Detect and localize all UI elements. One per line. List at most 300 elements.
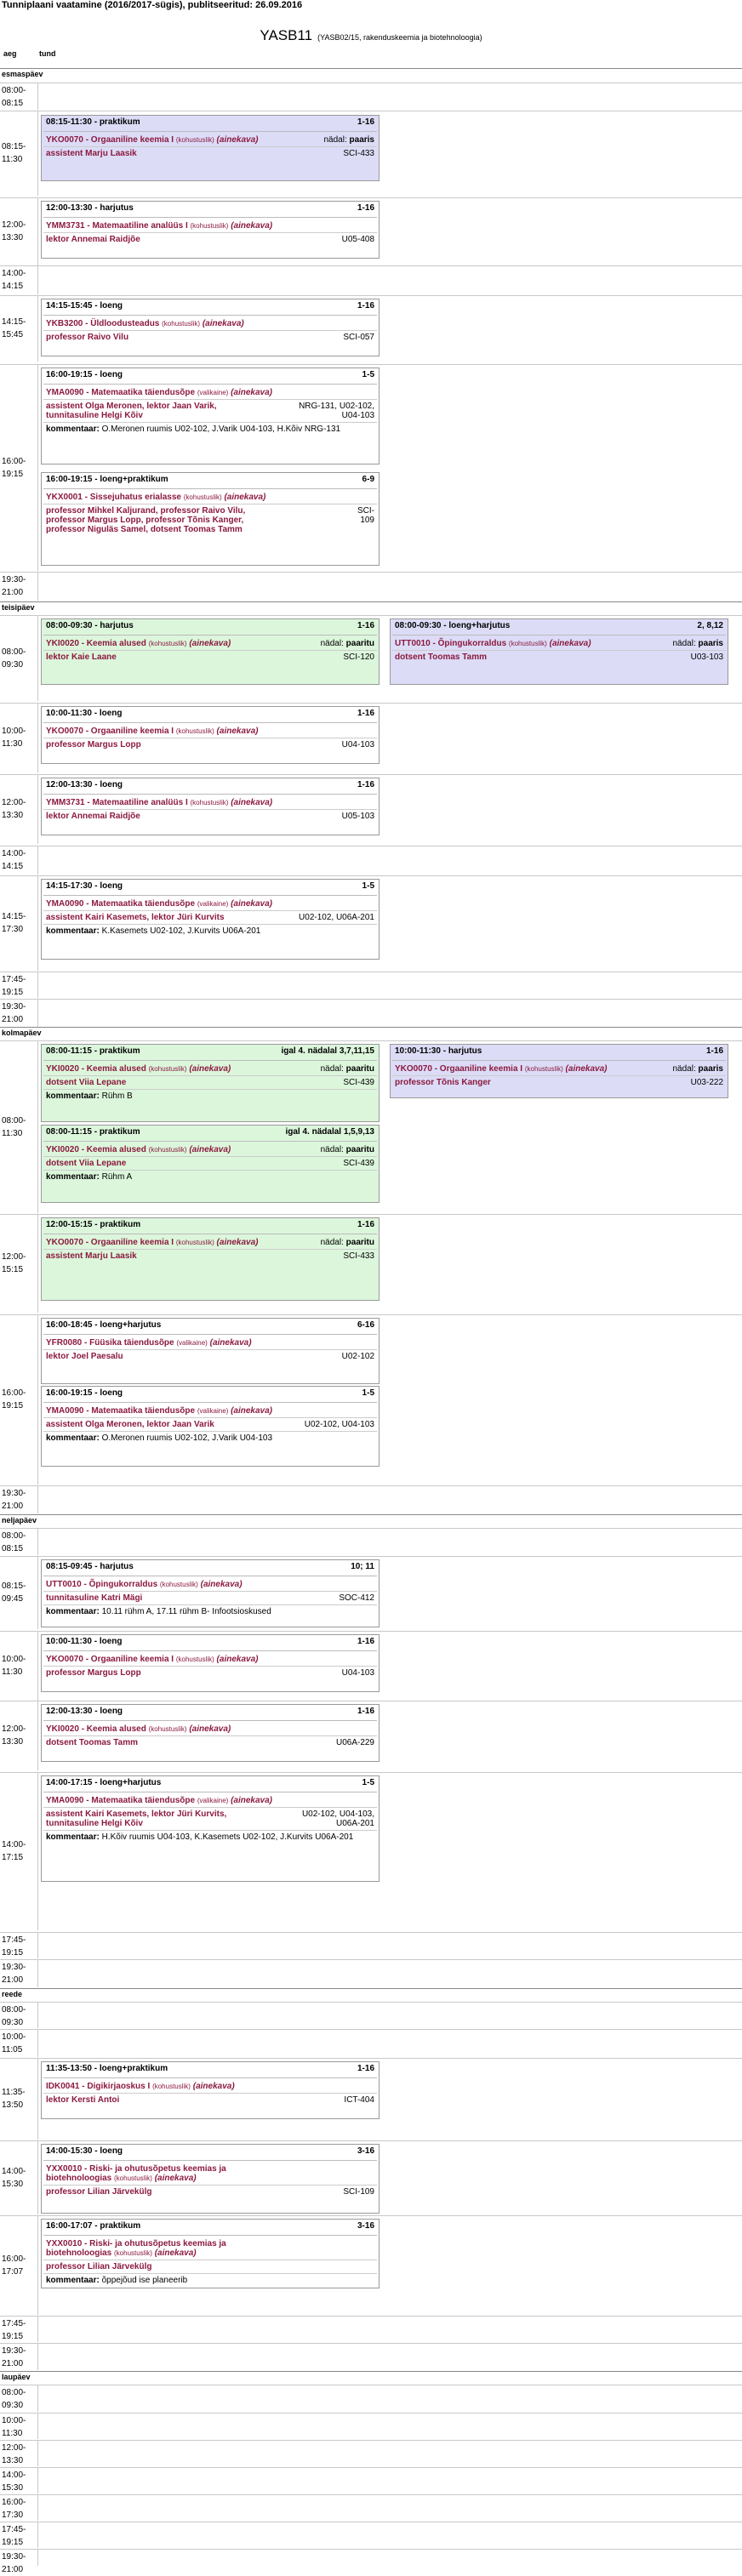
course-requirement: (kohustuslik) — [183, 493, 222, 501]
lecturer-row — [42, 149, 379, 158]
column-line — [37, 295, 38, 362]
lecturer-link[interactable]: assistent Kairi Kasemets, lektor Jüri Kurvits, — [46, 1809, 227, 1819]
event-card[interactable] — [41, 2144, 380, 2214]
course-left — [46, 798, 272, 807]
week-parity-value: paaritu — [345, 639, 374, 648]
syllabus-link[interactable]: (ainekava) — [216, 727, 259, 736]
comment-row — [42, 1433, 379, 1443]
time-slot: 08:00-09:30 — [2, 2388, 26, 2410]
lecturer-link[interactable]: assistent Marju Laasik — [46, 1251, 137, 1261]
time-slot: 08:00-11:30 — [2, 1115, 26, 1138]
column-line — [37, 2029, 38, 2057]
syllabus-link[interactable]: (ainekava) — [202, 319, 244, 328]
event-time-type: 08:00-11:15 - praktikum — [46, 1046, 140, 1056]
comment-row — [42, 1172, 379, 1182]
comment-row — [42, 425, 379, 434]
course-left — [395, 1064, 607, 1074]
week-parity-value: paaris — [698, 639, 723, 648]
course-name-row — [42, 899, 379, 909]
column-line — [37, 364, 38, 571]
syllabus-link[interactable]: (ainekava) — [224, 493, 266, 502]
room-label: U05-103 — [341, 812, 374, 821]
lecturer-link[interactable]: dotsent Viia Lepane — [46, 1078, 127, 1087]
event-divider — [43, 1735, 377, 1736]
column-line — [37, 1214, 38, 1313]
time-slot: 19:30-21:00 — [2, 2552, 26, 2574]
time-slot: 12:00-13:30 — [2, 2443, 26, 2465]
event-card[interactable] — [41, 1125, 380, 1203]
course-requirement: (kohustuslik) — [148, 1065, 187, 1073]
lecturer-row — [42, 411, 379, 420]
comment-label: kommentaar: — [46, 1607, 100, 1616]
course-link[interactable]: YKX0001 - Sissejuhatus erialasse — [46, 493, 181, 502]
event-card[interactable] — [41, 1559, 380, 1627]
syllabus-link[interactable]: (ainekava) — [200, 1580, 243, 1589]
course-link[interactable]: YXX0010 - Riski- ja ohutusõpetus keemias ja — [46, 2239, 226, 2248]
row-line — [0, 2440, 742, 2441]
room-label: U02-102, U04-103 — [304, 1420, 374, 1429]
lecturer-link[interactable]: professor Margus Lopp — [46, 740, 141, 749]
event-card[interactable] — [41, 2219, 380, 2288]
event-header — [391, 619, 728, 635]
event-weeks: 1-16 — [357, 301, 374, 311]
lecturer-link[interactable]: professor Lilian Järvekülg — [46, 2262, 152, 2271]
lecturer-link[interactable]: lektor Joel Paesalu — [46, 1352, 123, 1361]
lecturer-row — [42, 506, 379, 516]
syllabus-link[interactable]: (ainekava) — [231, 1406, 273, 1416]
event-weeks: igal 4. nädalal 3,7,11,15 — [281, 1046, 374, 1056]
row-line — [0, 1556, 742, 1557]
time-slot: 10:00-11:30 — [2, 1655, 26, 1677]
time-slot: 11:35-13:50 — [2, 2088, 26, 2110]
course-left — [46, 2174, 197, 2183]
course-name-row — [42, 798, 379, 807]
event-card[interactable] — [41, 1318, 380, 1384]
comment-text: 10.11 rühm A, 17.11 rühm B- Infootsioskused — [101, 1607, 271, 1616]
course-name-row — [42, 639, 379, 648]
lecturer-link[interactable]: professor Niguläs Samel, dotsent Toomas Tamm — [46, 525, 243, 534]
syllabus-link[interactable]: (ainekava) — [231, 221, 273, 231]
course-link[interactable]: YMM3731 - Matemaatiline analüüs I — [46, 221, 188, 231]
course-left — [46, 319, 244, 328]
day-name: laupäev — [2, 2373, 31, 2381]
course-link[interactable]: UTT0010 - Õpingukorraldus — [46, 1580, 158, 1589]
syllabus-link[interactable]: (ainekava) — [231, 798, 273, 807]
week-parity-value: paaritu — [345, 1145, 374, 1154]
course-left — [46, 2082, 235, 2091]
course-left — [46, 493, 265, 502]
course-link[interactable]: YMA0090 - Matemaatika täiendusõpe — [46, 1796, 196, 1805]
room-label: U03-103 — [690, 653, 723, 662]
event-divider — [43, 146, 377, 147]
lecturer-link[interactable]: lektor Kersti Antoi — [46, 2095, 120, 2105]
course-link[interactable]: IDK0041 - Digikirjaoskus I — [46, 2082, 151, 2091]
lecturer-link[interactable]: assistent Olga Meronen, lektor Jaan Varik — [46, 1420, 214, 1429]
lecturer-row — [42, 402, 379, 411]
column-line — [37, 703, 38, 772]
event-card[interactable] — [41, 618, 380, 685]
event-header — [42, 619, 379, 635]
course-link[interactable]: UTT0010 - Õpingukorraldus — [395, 639, 507, 648]
event-header — [42, 1387, 379, 1402]
event-header — [42, 2062, 379, 2077]
event-card[interactable] — [41, 1704, 380, 1762]
column-line — [37, 1040, 38, 1213]
lecturer-link[interactable]: assistent Kairi Kasemets, lektor Jüri Kurvits — [46, 913, 225, 922]
event-card[interactable] — [41, 472, 380, 566]
day-name: kolmapäev — [2, 1029, 42, 1037]
time-slot: 17:45-19:15 — [2, 975, 26, 997]
event-divider — [43, 1604, 377, 1605]
syllabus-link[interactable]: (ainekava) — [216, 135, 259, 145]
lecturer-link[interactable]: assistent Olga Meronen, lektor Jaan Varik, — [46, 402, 217, 411]
column-line — [37, 2413, 38, 2439]
lecturer-link[interactable]: professor Tõnis Kanger — [395, 1078, 491, 1087]
time-slot: 19:30-21:00 — [2, 575, 26, 597]
time-slot: 14:00-15:30 — [2, 2166, 26, 2189]
event-card[interactable] — [41, 1634, 380, 1692]
comment-row — [42, 1607, 379, 1616]
comment-text: H.Kõiv ruumis U04-103, K.Kasemets U02-102, J.Kurvits U06A-201 — [101, 1832, 354, 1842]
row-line — [0, 572, 742, 573]
syllabus-link[interactable]: (ainekava) — [565, 1064, 608, 1074]
column-line — [37, 774, 38, 844]
lecturer-row — [42, 1593, 379, 1603]
course-left — [46, 1580, 243, 1589]
column-line — [37, 1314, 38, 1485]
room-label: U04-103 — [341, 740, 374, 749]
row-line — [0, 1631, 742, 1632]
lecturer-row — [391, 653, 728, 662]
event-weeks: 1-16 — [357, 709, 374, 718]
lecturer-row — [42, 333, 379, 342]
comment-row — [42, 926, 379, 936]
column-line — [37, 2522, 38, 2548]
lecturer-link[interactable]: tunnitasuline Helgi Kõiv — [46, 411, 143, 420]
column-line — [37, 111, 38, 196]
course-requirement: (kohustuslik) — [148, 640, 187, 647]
column-line — [37, 1932, 38, 1958]
event-time-type: 12:00-13:30 - harjutus — [46, 203, 134, 213]
course-requirement: (kohustuslik) — [508, 640, 547, 647]
time-slot: 14:15-15:45 — [2, 317, 26, 339]
time-slot: 08:00-09:30 — [2, 2005, 26, 2027]
row-line — [0, 2029, 742, 2030]
event-card[interactable] — [41, 1775, 380, 1882]
syllabus-link[interactable]: (ainekava) — [192, 2082, 235, 2091]
course-left — [46, 1655, 258, 1664]
group-code: YASB11 — [260, 27, 313, 43]
course-requirement: (kohustuslik) — [190, 222, 229, 230]
event-card[interactable] — [41, 115, 380, 181]
column-line — [37, 2343, 38, 2370]
course-link[interactable]: YMA0090 - Matemaatika täiendusõpe — [46, 388, 196, 397]
event-divider — [43, 1591, 377, 1592]
event-divider — [43, 809, 377, 810]
room-label: U04-103 — [341, 1668, 374, 1678]
course-name-row — [42, 1064, 379, 1074]
comment-row — [42, 1832, 379, 1842]
syllabus-link[interactable]: (ainekava) — [154, 2248, 197, 2258]
event-time-type: 08:00-09:30 - harjutus — [46, 621, 134, 630]
comment-label: kommentaar: — [46, 425, 100, 434]
event-card[interactable] — [41, 1044, 380, 1122]
row-line — [0, 2316, 742, 2317]
event-weeks: 1-5 — [362, 370, 374, 379]
syllabus-link[interactable]: (ainekava) — [231, 899, 273, 909]
event-weeks: 6-9 — [362, 475, 374, 484]
course-link[interactable]: YMM3731 - Matemaatiline analüüs I — [46, 798, 188, 807]
event-header — [42, 116, 379, 131]
lecturer-row — [42, 812, 379, 821]
room-label: NRG-131, U02-102, — [299, 402, 374, 411]
event-card[interactable] — [41, 299, 380, 356]
lecturer-row — [42, 1078, 379, 1087]
course-name-row — [42, 727, 379, 736]
event-time-type: 16:00-17:07 - praktikum — [46, 2221, 141, 2231]
event-time-type: 14:00-15:30 - loeng — [46, 2146, 123, 2156]
course-requirement: (kohustuslik) — [175, 1656, 214, 1663]
event-header — [42, 707, 379, 722]
event-header — [42, 1560, 379, 1576]
lecturer-row — [42, 525, 379, 534]
course-link[interactable]: YMA0090 - Matemaatika täiendusõpe — [46, 899, 196, 909]
event-divider — [43, 650, 377, 651]
column-line — [37, 197, 38, 265]
course-link[interactable]: YKO0070 - Orgaaniline keemia I — [46, 1238, 174, 1247]
row-line — [0, 2494, 742, 2495]
course-link[interactable]: YKB3200 - Üldloodusteadus — [46, 319, 160, 328]
lecturer-link[interactable]: dotsent Toomas Tamm — [46, 1738, 138, 1747]
row-line — [0, 2215, 742, 2216]
course-link[interactable]: YKO0070 - Orgaaniline keemia I — [46, 135, 174, 145]
lecturer-link[interactable]: dotsent Viia Lepane — [46, 1159, 127, 1168]
column-line — [37, 1556, 38, 1629]
course-link[interactable]: YFR0080 - Füüsika täiendusõpe — [46, 1338, 174, 1348]
course-left — [46, 1796, 272, 1805]
course-left — [46, 388, 272, 397]
row-line — [0, 1932, 742, 1933]
time-slot: 16:00-17:07 — [2, 2254, 26, 2277]
syllabus-link[interactable]: (ainekava) — [549, 639, 591, 648]
week-parity — [321, 1064, 374, 1074]
time-slot: 14:00-14:15 — [2, 849, 26, 871]
course-name-row — [391, 639, 728, 648]
event-card[interactable] — [390, 1044, 728, 1098]
comment-text: õppejõud ise planeerib — [101, 2276, 188, 2285]
event-card[interactable] — [41, 2061, 380, 2119]
event-card[interactable] — [41, 1217, 380, 1301]
row-line — [0, 265, 742, 266]
course-requirement: (kohustuslik) — [114, 2174, 152, 2182]
week-parity-value: paaritu — [345, 1238, 374, 1247]
lecturer-link[interactable]: dotsent Toomas Tamm — [395, 653, 487, 662]
room-label: SCI-057 — [343, 333, 374, 342]
course-name-row — [42, 1145, 379, 1154]
event-weeks: 2, 8,12 — [697, 621, 723, 630]
course-link[interactable]: YKI0020 - Keemia alused — [46, 639, 146, 648]
syllabus-link[interactable]: (ainekava) — [209, 1338, 252, 1348]
course-left — [46, 2248, 197, 2258]
course-requirement: (kohustuslik) — [114, 2249, 152, 2257]
event-header — [42, 368, 379, 384]
course-link[interactable]: YKO0070 - Orgaaniline keemia I — [46, 1655, 174, 1664]
column-line — [37, 1485, 38, 1513]
syllabus-link[interactable]: (ainekava) — [189, 1724, 231, 1734]
lecturer-row — [42, 2187, 379, 2197]
comment-text: O.Meronen ruumis U02-102, J.Varik U04-103 — [101, 1433, 273, 1443]
syllabus-link[interactable]: (ainekava) — [231, 1796, 273, 1805]
event-header — [42, 1126, 379, 1141]
event-card[interactable] — [41, 778, 380, 835]
lecturer-link[interactable]: lektor Annemai Raidjõe — [46, 812, 140, 821]
column-line — [37, 572, 38, 601]
lecturer-row — [391, 1078, 728, 1087]
course-requirement: (kohustuslik) — [524, 1065, 563, 1073]
course-left — [46, 1338, 252, 1348]
column-line — [37, 972, 38, 998]
course-name-row — [42, 319, 379, 328]
event-card[interactable] — [41, 1386, 380, 1467]
event-divider — [43, 2273, 377, 2274]
room-label: U06A-229 — [335, 1738, 374, 1747]
comment-label: kommentaar: — [46, 1433, 100, 1443]
course-requirement: (kohustuslik) — [152, 2083, 191, 2090]
event-card[interactable] — [390, 618, 728, 685]
course-name-row — [42, 1580, 379, 1589]
event-card[interactable] — [41, 706, 380, 764]
week-parity-label: nädal: — [672, 639, 696, 648]
day-name: teisipäev — [2, 603, 35, 612]
syllabus-link[interactable]: (ainekava) — [216, 1238, 259, 1247]
comment-text: Rühm B — [101, 1091, 133, 1101]
column-line — [37, 846, 38, 875]
week-parity-value: paaritu — [345, 1064, 374, 1074]
week-parity — [673, 639, 724, 648]
course-requirement: (valikaine) — [197, 389, 229, 396]
course-name-row — [42, 2082, 379, 2091]
lecturer-link[interactable]: lektor Annemai Raidjõe — [46, 235, 140, 244]
event-weeks: 1-16 — [357, 1707, 374, 1716]
course-name-row — [391, 1064, 728, 1074]
course-name-row — [42, 1338, 379, 1348]
time-slot: 19:30-21:00 — [2, 1963, 26, 1985]
column-line — [37, 2316, 38, 2342]
group-description: (YASB02/15, rakenduskeemia ja biotehnoloogia) — [317, 33, 482, 42]
week-parity — [321, 1145, 374, 1154]
event-time-type: 12:00-13:30 - loeng — [46, 1707, 123, 1716]
event-weeks: 1-5 — [362, 1778, 374, 1787]
lecturer-row — [42, 2262, 379, 2271]
syllabus-link[interactable]: (ainekava) — [154, 2174, 197, 2183]
time-slot: 12:00-13:30 — [2, 1724, 26, 1747]
course-left — [46, 1406, 272, 1416]
day-separator — [0, 601, 742, 602]
course-link[interactable]: YKI0020 - Keemia alused — [46, 1724, 146, 1734]
time-slot: 16:00-19:15 — [2, 1388, 26, 1411]
course-link[interactable]: biotehnoloogias — [46, 2248, 112, 2258]
syllabus-link[interactable]: (ainekava) — [216, 1655, 259, 1664]
course-link[interactable]: YMA0090 - Matemaatika täiendusõpe — [46, 1406, 196, 1416]
time-slot: 16:00-17:30 — [2, 2498, 26, 2520]
lecturer-row — [42, 740, 379, 749]
syllabus-link[interactable]: (ainekava) — [189, 1145, 231, 1154]
column-line — [37, 1772, 38, 1930]
lecturer-link[interactable]: lektor Kaie Laane — [46, 653, 117, 662]
course-link[interactable]: YXX0010 - Riski- ja ohutusõpetus keemias ja — [46, 2164, 226, 2174]
time-slot: 10:00-11:05 — [2, 2032, 26, 2055]
event-weeks: 1-16 — [357, 780, 374, 789]
row-line — [0, 2549, 742, 2550]
row-line — [0, 999, 742, 1000]
column-line — [37, 2494, 38, 2521]
lecturer-link[interactable]: assistent Marju Laasik — [46, 149, 137, 158]
room-label: SCI-109 — [343, 2187, 374, 2197]
syllabus-link[interactable]: (ainekava) — [231, 388, 273, 397]
course-link[interactable]: YKO0070 - Orgaaniline keemia I — [395, 1064, 523, 1074]
time-slot: 12:00-13:30 — [2, 798, 26, 820]
room-label: SCI-439 — [343, 1159, 374, 1168]
event-time-type: 14:15-15:45 - loeng — [46, 301, 123, 311]
column-line — [37, 875, 38, 971]
course-requirement: (kohustuslik) — [175, 727, 214, 735]
event-time-type: 08:00-11:15 - praktikum — [46, 1127, 140, 1137]
event-time-type: 08:15-11:30 - praktikum — [46, 117, 140, 127]
room-label: U02-102, U06A-201 — [299, 913, 374, 922]
column-line — [37, 2215, 38, 2315]
course-link[interactable]: YKO0070 - Orgaaniline keemia I — [46, 727, 174, 736]
week-parity-label: nädal: — [320, 1238, 344, 1247]
lecturer-link[interactable]: professor Mihkel Kaljurand, professor Raivo Vilu, — [46, 506, 246, 516]
time-slot: 08:00-09:30 — [2, 647, 26, 670]
column-line — [37, 2467, 38, 2493]
comment-text: Rühm A — [101, 1172, 133, 1182]
course-name-row — [42, 1238, 379, 1247]
lecturer-link[interactable]: tunnitasuline Helgi Kõiv — [46, 1819, 143, 1828]
course-link[interactable]: YKI0020 - Keemia alused — [46, 1145, 146, 1154]
room-label: U04-103 — [341, 411, 374, 420]
lecturer-link[interactable]: professor Raivo Vilu — [46, 333, 129, 342]
course-left — [46, 221, 272, 231]
time-slot: 17:45-19:15 — [2, 1935, 26, 1958]
event-card[interactable] — [41, 368, 380, 464]
event-weeks: 3-16 — [357, 2221, 374, 2231]
course-link[interactable]: biotehnoloogias — [46, 2174, 112, 2183]
lecturer-link[interactable]: tunnitasuline Katri Mägi — [46, 1593, 143, 1603]
course-link[interactable]: YKI0020 - Keemia alused — [46, 1064, 146, 1074]
room-label: SCI-120 — [343, 653, 374, 662]
event-card[interactable] — [41, 879, 380, 960]
lecturer-link[interactable]: professor Lilian Järvekülg — [46, 2187, 152, 2197]
comment-row — [42, 1091, 379, 1101]
row-line — [0, 2058, 742, 2059]
event-weeks: 6-16 — [357, 1320, 374, 1330]
lecturer-link[interactable]: professor Margus Lopp, professor Tõnis Kanger, — [46, 516, 244, 525]
day-name: neljapäev — [2, 1516, 37, 1525]
syllabus-link[interactable]: (ainekava) — [189, 639, 231, 648]
comment-label: kommentaar: — [46, 926, 100, 936]
lecturer-link[interactable]: professor Margus Lopp — [46, 1668, 141, 1678]
event-divider — [43, 1349, 377, 1350]
room-label: U02-102, U04-103, — [301, 1809, 374, 1819]
course-left — [46, 135, 258, 145]
comment-text: K.Kasemets U02-102, J.Kurvits U06A-201 — [101, 926, 261, 936]
event-divider — [43, 1156, 377, 1157]
event-divider — [43, 399, 377, 400]
event-weeks: 1-16 — [357, 117, 374, 127]
syllabus-link[interactable]: (ainekava) — [189, 1064, 231, 1074]
event-card[interactable] — [41, 201, 380, 259]
